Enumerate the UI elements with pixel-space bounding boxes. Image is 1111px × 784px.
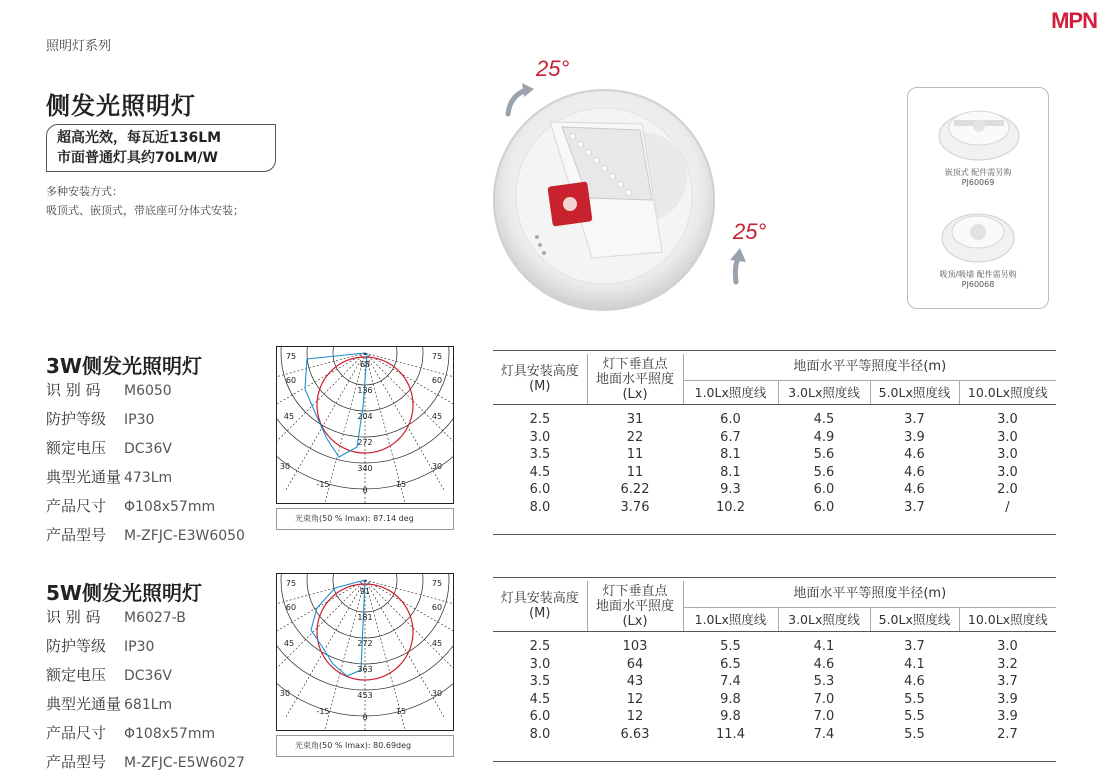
table-cell: 6.0: [813, 482, 835, 497]
spec-value: M6050: [124, 383, 172, 399]
col-subheader: 5.0Lx照度线: [870, 607, 959, 631]
col-subheader: 3.0Lx照度线: [778, 380, 870, 404]
spec-label: 产品尺寸: [46, 497, 107, 515]
table-cell: 3.76: [620, 499, 650, 515]
table-cell: 5.6: [813, 464, 835, 480]
polar-angle-label: 45: [431, 412, 443, 421]
spec-row: [46, 661, 245, 690]
polar-diagram: [276, 346, 454, 504]
spec-value: 473Lm: [124, 470, 173, 486]
beam-angle-caption: 光束角(50 % Imax): 80.69deg: [276, 735, 454, 757]
spec-label: 防护等级: [46, 410, 107, 428]
table-row: [493, 708, 1056, 726]
table-cell: 2.7: [997, 726, 1018, 742]
spec-value: IP30: [124, 639, 155, 655]
spec-row: [46, 632, 245, 661]
col-subheader: 5.0Lx照度线: [870, 380, 959, 404]
polar-angle-label: 0: [362, 713, 368, 722]
install-info: [46, 182, 244, 220]
table-row: [493, 638, 1056, 656]
polar-radial-label: 272: [357, 438, 373, 447]
polar-angle-label: 75: [431, 352, 443, 361]
table-cell: 11: [626, 464, 644, 480]
table-cell: 3.0: [997, 429, 1018, 445]
recessed-mount-accessory-image: [934, 96, 1024, 164]
table-cell: 22: [626, 429, 644, 445]
table-cell: 3.5: [529, 447, 551, 462]
table-cell: 4.5: [529, 464, 551, 480]
spec-label: 防护等级: [46, 637, 107, 655]
col-header-radius: 地面水平平等照度半径(m): [683, 581, 1056, 607]
highlight-line-1: 超高光效，每瓦近136LM: [57, 130, 222, 146]
angle-label-top: 25°: [536, 56, 570, 81]
spec-value: M-ZFJC-E3W6050: [124, 528, 245, 544]
table-row: [493, 656, 1056, 674]
illuminance-table: [493, 581, 1056, 743]
ceiling-mount-accessory-image: [938, 204, 1018, 266]
series-label: 照明灯系列: [46, 39, 112, 54]
table-cell: 7.4: [720, 674, 741, 689]
spec-row: [46, 690, 245, 719]
table-cell: 2.5: [529, 412, 551, 427]
table-cell: 5.5: [904, 709, 925, 724]
spec-row: [46, 521, 245, 550]
table-cell: 3.5: [529, 674, 551, 689]
table-cell: 5.6: [813, 447, 835, 462]
table-cell: 4.5: [529, 691, 551, 707]
table-cell: 3.9: [904, 429, 925, 445]
table-row: [493, 411, 1056, 429]
product-title: 5W侧发光照明灯: [46, 581, 202, 605]
polar-angle-label: 60: [285, 603, 297, 612]
spec-label: 典型光通量: [46, 468, 122, 486]
table-cell: 43: [626, 674, 644, 689]
spec-value: M6027-B: [124, 610, 186, 626]
table-cell: 11: [626, 447, 644, 462]
polar-angle-label: 45: [283, 412, 295, 421]
table-cell: 12: [626, 691, 644, 707]
table-cell: 3.7: [904, 499, 925, 515]
spec-label: 产品型号: [46, 526, 107, 544]
table-header-row: [493, 354, 1056, 380]
table-cell: 4.1: [813, 639, 835, 654]
spec-label: 产品尺寸: [46, 724, 107, 742]
polar-radial-label: 340: [357, 464, 373, 473]
spec-value: DC36V: [124, 441, 172, 457]
polar-radial-label: 91: [359, 587, 371, 596]
spec-value: IP30: [124, 412, 155, 428]
spec-row: [46, 603, 245, 632]
spec-label: 典型光通量: [46, 695, 122, 713]
spec-value: Φ108x57mm: [124, 726, 216, 742]
table-cell: 4.6: [904, 482, 925, 497]
polar-angle-label: 0: [362, 486, 368, 495]
table-cell: 4.5: [813, 412, 835, 427]
polar-spoke: [324, 580, 368, 730]
table-cell: 8.0: [529, 499, 551, 515]
col-header-center-lux: 灯下垂直点 地面水平照度 (Lx): [587, 581, 683, 631]
table-row: [493, 673, 1056, 691]
table-cell: 64: [626, 656, 644, 672]
spec-list: [46, 376, 245, 550]
table-cell: 7.4: [813, 726, 835, 742]
spec-label: 额定电压: [46, 666, 107, 684]
table-cell: /: [1005, 499, 1010, 515]
spec-value: 681Lm: [124, 697, 173, 713]
accessory-caption: 嵌顶式 配件需另购 PJ60069: [944, 168, 1012, 187]
table-row: [493, 429, 1056, 447]
polar-angle-label: 60: [431, 603, 443, 612]
polar-spoke: [285, 353, 365, 492]
page-title: 侧发光照明灯: [46, 92, 196, 120]
table-cell: 9.8: [720, 709, 741, 724]
col-subheader: 1.0Lx照度线: [683, 607, 778, 631]
table-cell: 6.0: [529, 482, 551, 497]
spec-row: [46, 719, 245, 748]
table-cell: 8.1: [720, 464, 741, 480]
spec-row: [46, 405, 245, 434]
table-cell: 4.6: [904, 447, 925, 462]
table-cell: 6.7: [720, 429, 741, 445]
product-photo: [492, 72, 742, 322]
table-cell: 8.0: [529, 726, 551, 742]
table-cell: 2.5: [529, 639, 551, 654]
table-row: [493, 446, 1056, 464]
table-top-rule: [493, 350, 1056, 351]
col-subheader: 1.0Lx照度线: [683, 380, 778, 404]
polar-angle-label: 45: [431, 639, 443, 648]
spec-label: 额定电压: [46, 439, 107, 457]
polar-svg: [277, 347, 453, 503]
polar-radial-label: 204: [357, 412, 373, 421]
table-cell: 5.5: [904, 691, 925, 707]
spec-row: [46, 748, 245, 777]
brand-logo: MPN: [1051, 8, 1097, 33]
table-cell: 8.1: [720, 447, 741, 462]
polar-radial-label: 453: [357, 691, 373, 700]
table-row: [493, 464, 1056, 482]
table-cell: 6.22: [620, 482, 650, 497]
table-cell: 4.6: [904, 464, 925, 480]
spec-value: DC36V: [124, 668, 172, 684]
col-subheader: 10.0Lx照度线: [967, 611, 1048, 627]
spec-label: 产品型号: [46, 753, 107, 771]
table-cell: 7.0: [813, 709, 835, 724]
polar-angle-label: 30: [431, 462, 443, 471]
table-cell: 103: [622, 639, 648, 654]
spec-row: [46, 376, 245, 405]
table-row: [493, 726, 1056, 744]
polar-diagram: [276, 573, 454, 731]
table-cell: 3.7: [904, 412, 925, 427]
table-cell: 3.7: [997, 674, 1018, 689]
table-row: [493, 691, 1056, 709]
table-bottom-rule: [493, 534, 1056, 535]
table-cell: 10.2: [716, 499, 745, 515]
highlight-line-2: 市面普通灯具约70LM/W: [57, 150, 218, 166]
table-cell: 3.0: [529, 429, 551, 445]
spec-row: [46, 492, 245, 521]
polar-angle-label: 75: [285, 352, 297, 361]
polar-angle-label: 15: [395, 707, 407, 716]
polar-angle-label: -15: [316, 480, 330, 489]
table-cell: 5.3: [813, 674, 835, 689]
table-cell: 31: [626, 412, 644, 427]
polar-radial-label: 68: [359, 360, 371, 369]
table-bottom-rule: [493, 761, 1056, 762]
table-cell: 3.9: [997, 691, 1018, 707]
table-cell: 6.0: [529, 709, 551, 724]
table-cell: 6.0: [720, 412, 741, 427]
table-cell: 3.9: [997, 709, 1018, 724]
table-header-row: [493, 581, 1056, 607]
spec-value: M-ZFJC-E5W6027: [124, 755, 245, 771]
table-row: [493, 499, 1056, 517]
install-text: 吸顶式、嵌顶式，带底座可分体式安装；: [46, 204, 244, 217]
illuminance-table: [493, 354, 1056, 516]
polar-angle-label: 45: [283, 639, 295, 648]
accessories-panel: [907, 87, 1049, 309]
col-header-height: 灯具安装高度 (M): [493, 581, 587, 631]
polar-svg: [277, 574, 453, 730]
table-cell: 3.0: [997, 639, 1018, 654]
table-cell: 4.1: [904, 656, 925, 672]
table-row: [493, 481, 1056, 499]
angle-label-right: 25°: [733, 219, 767, 244]
polar-radial-label: 272: [357, 639, 373, 648]
table-cell: 5.5: [904, 726, 925, 742]
table-cell: 9.3: [720, 482, 741, 497]
spec-value: Φ108x57mm: [124, 499, 216, 515]
polar-radial-label: 181: [357, 613, 373, 622]
install-label: 多种安装方式：: [46, 185, 123, 198]
highlight-box: [46, 124, 276, 172]
polar-angle-label: -15: [316, 707, 330, 716]
table-cell: 3.0: [997, 464, 1018, 480]
col-header-radius: 地面水平平等照度半径(m): [683, 354, 1056, 380]
polar-angle-label: 30: [279, 689, 291, 698]
spec-label: 识 别 码: [46, 381, 101, 399]
polar-angle-label: 60: [431, 376, 443, 385]
table-cell: 12: [626, 709, 644, 724]
table-cell: 4.9: [813, 429, 835, 445]
table-cell: 6.0: [813, 499, 835, 515]
polar-angle-label: 15: [395, 480, 407, 489]
table-cell: 6.5: [720, 656, 741, 672]
polar-spoke: [324, 353, 368, 503]
table-cell: 7.0: [813, 691, 835, 707]
polar-angle-label: 60: [285, 376, 297, 385]
table-cell: 3.2: [997, 656, 1018, 672]
table-cell: 11.4: [716, 726, 745, 742]
col-subheader: 3.0Lx照度线: [778, 607, 870, 631]
polar-radial-label: 136: [357, 386, 373, 395]
col-header-center-lux: 灯下垂直点 地面水平照度 (Lx): [587, 354, 683, 404]
table-cell: 3.0: [997, 447, 1018, 462]
spec-label: 识 别 码: [46, 608, 101, 626]
table-cell: 3.7: [904, 639, 925, 654]
spec-row: [46, 463, 245, 492]
polar-angle-label: 30: [431, 689, 443, 698]
table-cell: 6.63: [620, 726, 650, 742]
table-top-rule: [493, 577, 1056, 578]
col-subheader: 10.0Lx照度线: [967, 384, 1048, 400]
table-cell: 9.8: [720, 691, 741, 707]
table-cell: 2.0: [997, 482, 1018, 497]
col-header-height: 灯具安装高度 (M): [493, 354, 587, 404]
polar-angle-label: 75: [431, 579, 443, 588]
spec-list: [46, 603, 245, 777]
table-cell: 4.6: [813, 656, 835, 672]
table-cell: 3.0: [997, 412, 1018, 427]
table-cell: 3.0: [529, 656, 551, 672]
accessory-caption: 吸顶/吸墙 配件需另购 PJ60068: [939, 270, 1017, 289]
polar-angle-label: 75: [285, 579, 297, 588]
spec-row: [46, 434, 245, 463]
table-cell: 4.6: [904, 674, 925, 689]
table-cell: 5.5: [720, 639, 741, 654]
beam-angle-caption: 光束角(50 % Imax): 87.14 deg: [276, 508, 454, 530]
product-title: 3W侧发光照明灯: [46, 354, 202, 378]
polar-spoke: [285, 580, 365, 719]
polar-radial-label: 363: [357, 665, 373, 674]
polar-angle-label: 30: [279, 462, 291, 471]
